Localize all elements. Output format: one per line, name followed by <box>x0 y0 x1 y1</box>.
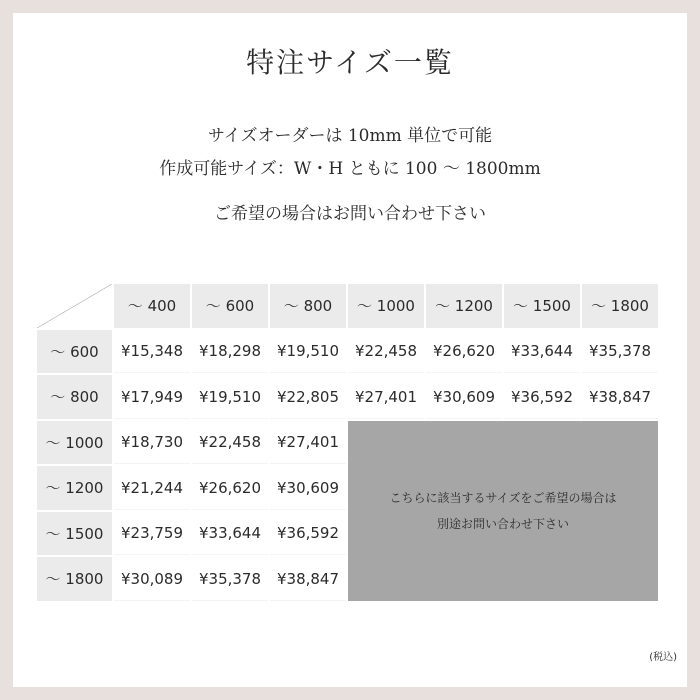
price-cell: ¥26,620 <box>426 330 502 374</box>
col-header: 〜 1500 <box>504 284 580 328</box>
row-header: 〜 1800 <box>37 557 112 601</box>
info-contact: ご希望の場合はお問い合わせ下さい <box>214 204 486 224</box>
table-row <box>37 330 658 374</box>
info-order-unit: サイズオーダーは 10mm 単位で可能 <box>207 126 493 146</box>
info-size-range: 作成可能サイズ：W・H ともに 100 〜 1800mm <box>159 159 541 179</box>
contact-note <box>348 421 658 601</box>
price-card <box>13 13 687 687</box>
price-cell: ¥27,401 <box>348 375 424 419</box>
price-cell: ¥18,730 <box>114 421 190 465</box>
price-cell: ¥35,378 <box>192 557 268 601</box>
price-table <box>35 282 660 603</box>
price-cell: ¥38,847 <box>582 375 658 419</box>
price-cell: ¥36,592 <box>270 512 346 556</box>
row-header: 〜 1500 <box>37 512 112 556</box>
table-row <box>37 375 658 419</box>
col-header: 〜 800 <box>270 284 346 328</box>
table-row <box>37 421 658 465</box>
price-cell: ¥27,401 <box>270 421 346 465</box>
price-cell: ¥19,510 <box>270 330 346 374</box>
price-cell: ¥30,609 <box>426 375 502 419</box>
col-header: 〜 1200 <box>426 284 502 328</box>
price-cell: ¥33,644 <box>192 512 268 556</box>
col-header: 〜 1800 <box>582 284 658 328</box>
header-row <box>37 284 658 328</box>
row-header: 〜 600 <box>37 330 112 374</box>
contact-note-line1: こちらに該当するサイズをご希望の場合は <box>389 490 617 505</box>
price-cell: ¥38,847 <box>270 557 346 601</box>
price-cell: ¥26,620 <box>192 466 268 510</box>
price-cell: ¥22,805 <box>270 375 346 419</box>
price-cell: ¥36,592 <box>504 375 580 419</box>
price-cell: ¥33,644 <box>504 330 580 374</box>
contact-note-line2: 別途お問い合わせ下さい <box>436 516 569 531</box>
row-header: 〜 1000 <box>37 421 112 465</box>
price-cell: ¥23,759 <box>114 512 190 556</box>
price-cell: ¥19,510 <box>192 375 268 419</box>
col-header: 〜 400 <box>114 284 190 328</box>
price-cell: ¥22,458 <box>192 421 268 465</box>
col-header: 〜 1000 <box>348 284 424 328</box>
price-cell: ¥21,244 <box>114 466 190 510</box>
price-cell: ¥30,089 <box>114 557 190 601</box>
price-cell: ¥17,949 <box>114 375 190 419</box>
corner-cell <box>37 284 112 328</box>
col-header: 〜 600 <box>192 284 268 328</box>
price-cell: ¥18,298 <box>192 330 268 374</box>
row-header: 〜 1200 <box>37 466 112 510</box>
page-title: 特注サイズ一覧 <box>246 46 454 79</box>
price-cell: ¥30,609 <box>270 466 346 510</box>
row-header: 〜 800 <box>37 375 112 419</box>
price-cell: ¥22,458 <box>348 330 424 374</box>
price-cell: ¥15,348 <box>114 330 190 374</box>
price-cell: ¥35,378 <box>582 330 658 374</box>
tax-included-label: (税込) <box>649 652 677 663</box>
